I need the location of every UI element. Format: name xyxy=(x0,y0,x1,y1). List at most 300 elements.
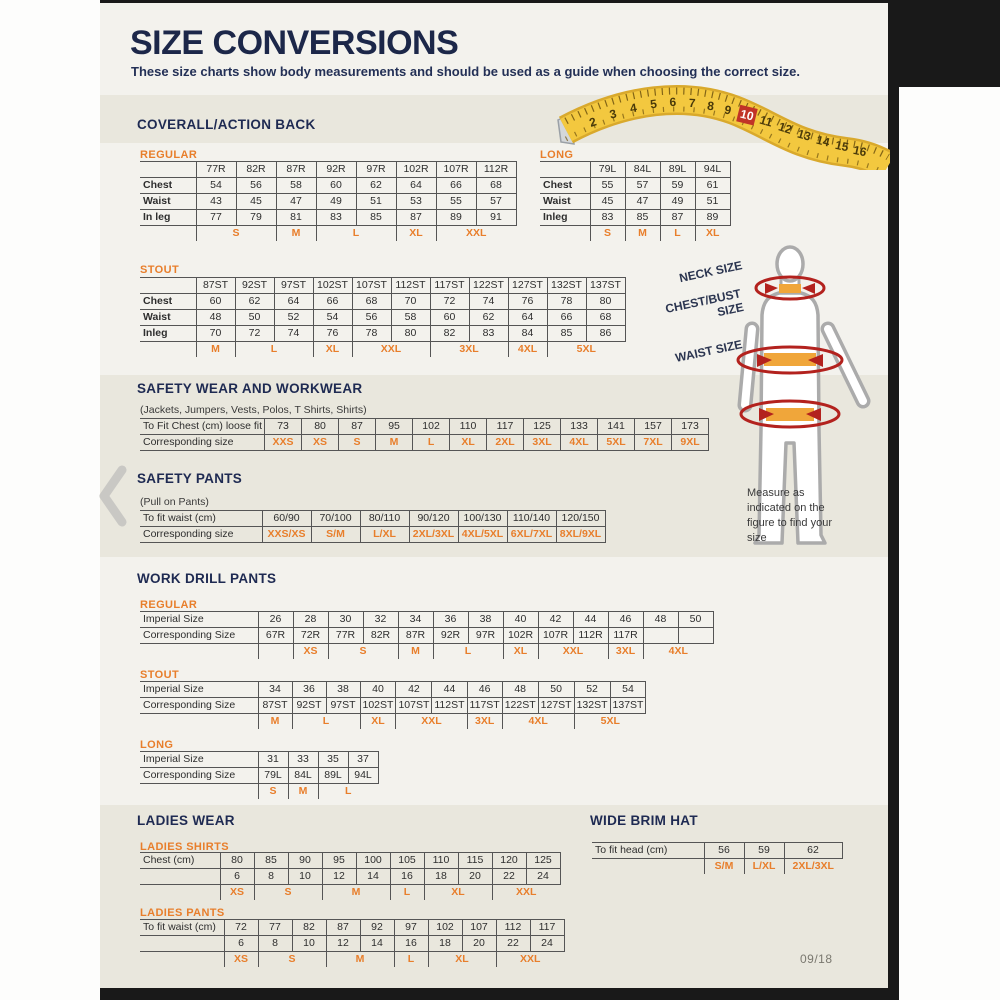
cell: 3XL xyxy=(524,435,561,451)
column-header: 77R xyxy=(196,162,236,178)
row-label xyxy=(140,226,196,242)
column-header: 117ST xyxy=(430,278,469,294)
row-label: Corresponding size xyxy=(140,435,265,451)
size-group: XL xyxy=(428,952,496,968)
column-header: 87R xyxy=(276,162,316,178)
tape-number: 14 xyxy=(814,132,832,150)
cell: 112R xyxy=(573,628,608,644)
cell: 49 xyxy=(660,194,695,210)
cell: 16 xyxy=(390,869,424,885)
cell: 51 xyxy=(695,194,730,210)
cell: 102R xyxy=(503,628,538,644)
cell: 2XL/3XL xyxy=(409,527,458,543)
cell: 117 xyxy=(530,920,564,936)
cell: 7XL xyxy=(635,435,672,451)
cell: 74 xyxy=(274,326,313,342)
cell: 87 xyxy=(326,920,360,936)
cell: 55 xyxy=(436,194,476,210)
cell: 68 xyxy=(352,294,391,310)
row-label: Waist xyxy=(140,310,196,326)
size-group: M xyxy=(196,342,235,358)
cell: 117ST xyxy=(467,698,502,714)
cell: 56 xyxy=(704,843,744,859)
cell: 105 xyxy=(390,853,424,869)
cell: 54 xyxy=(196,178,236,194)
cell: 133 xyxy=(561,419,598,435)
cell: 102 xyxy=(428,920,462,936)
safety-pants-heading: SAFETY PANTS xyxy=(137,471,243,486)
cell: 47 xyxy=(625,194,660,210)
page-title: SIZE CONVERSIONS xyxy=(130,24,459,62)
neck-band xyxy=(779,284,801,293)
tape-number: 13 xyxy=(795,126,813,144)
cell: 51 xyxy=(356,194,396,210)
size-group: L xyxy=(292,714,360,730)
cell: 66 xyxy=(313,294,352,310)
cell: 107ST xyxy=(396,698,432,714)
cell: 92 xyxy=(360,920,394,936)
cell: XS xyxy=(302,435,339,451)
cell: 10 xyxy=(288,869,322,885)
cell: 70/100 xyxy=(311,511,360,527)
cell: 26 xyxy=(258,612,293,628)
column-header: 102R xyxy=(396,162,436,178)
measure-caption: Measure as indicated on the figure to find your size xyxy=(747,487,832,544)
safety-wear-note: (Jackets, Jumpers, Vests, Polos, T Shirts, Shirts) xyxy=(140,404,367,416)
waist-size-label: WAIST SIZE xyxy=(674,337,744,365)
cell: 20 xyxy=(462,936,496,952)
cell: 89L xyxy=(318,768,348,784)
cell: 57 xyxy=(476,194,516,210)
cell: 97R xyxy=(468,628,503,644)
size-group: S xyxy=(328,644,398,660)
cell: 85 xyxy=(356,210,396,226)
cell: 48 xyxy=(196,310,235,326)
size-group: S/M xyxy=(704,859,744,875)
cell: 20 xyxy=(458,869,492,885)
row-label: Chest xyxy=(540,178,590,194)
cell: 77 xyxy=(258,920,292,936)
size-group: M xyxy=(276,226,316,242)
cell: 47 xyxy=(276,194,316,210)
page-edge-top xyxy=(100,0,888,3)
coverall-stout-label: STOUT xyxy=(140,264,180,276)
cell: S/M xyxy=(311,527,360,543)
cell: 72 xyxy=(430,294,469,310)
cell: 10 xyxy=(292,936,326,952)
cell: 79L xyxy=(258,768,288,784)
coverall-regular-label: REGULAR xyxy=(140,149,198,161)
size-group: XXL xyxy=(538,644,608,660)
cell: 60 xyxy=(196,294,235,310)
cell: 52 xyxy=(274,310,313,326)
row-label xyxy=(140,869,220,885)
row-label: Imperial Size xyxy=(140,612,258,628)
row-label xyxy=(540,162,590,178)
cell: 37 xyxy=(348,752,378,768)
size-group: XXL xyxy=(436,226,516,242)
cell: 9XL xyxy=(672,435,709,451)
size-group: L xyxy=(394,952,428,968)
size-group: L xyxy=(390,885,424,901)
size-group: XS xyxy=(220,885,254,901)
row-label: Inleg xyxy=(140,326,196,342)
size-group: XXL xyxy=(492,885,560,901)
cell: 55 xyxy=(590,178,625,194)
cell xyxy=(643,628,678,644)
cell: 94L xyxy=(348,768,378,784)
cell: 78 xyxy=(352,326,391,342)
cell: 72 xyxy=(224,920,258,936)
row-label xyxy=(140,936,224,952)
cell: 54 xyxy=(610,682,646,698)
row-label xyxy=(140,162,196,178)
size-group: XL xyxy=(424,885,492,901)
wide-brim-hat-table xyxy=(592,842,843,874)
neck-size-label: NECK SIZE xyxy=(677,258,744,286)
cell: 38 xyxy=(326,682,360,698)
ladies-shirts-table xyxy=(140,852,561,900)
ladies-pants-label: LADIES PANTS xyxy=(140,907,225,919)
tape-number: 16 xyxy=(851,142,868,160)
cell: 56 xyxy=(352,310,391,326)
size-group: XL xyxy=(503,644,538,660)
tape-number: 15 xyxy=(833,137,850,155)
row-label: Corresponding Size xyxy=(140,768,258,784)
cell: 80 xyxy=(586,294,625,310)
column-header: 102ST xyxy=(313,278,352,294)
size-group: XL xyxy=(396,226,436,242)
size-group: XL xyxy=(360,714,396,730)
size-group xyxy=(258,644,293,660)
cell: 22 xyxy=(496,936,530,952)
cell: 46 xyxy=(608,612,643,628)
row-label: Corresponding Size xyxy=(140,628,258,644)
row-label: Imperial Size xyxy=(140,682,258,698)
row-label: Waist xyxy=(140,194,196,210)
cell: 72 xyxy=(235,326,274,342)
tape-number: 6 xyxy=(669,94,677,110)
column-header: 132ST xyxy=(547,278,586,294)
cell: 85 xyxy=(254,853,288,869)
cell: 40 xyxy=(503,612,538,628)
cell: 48 xyxy=(502,682,538,698)
tape-number: 12 xyxy=(776,119,794,137)
cell: 83 xyxy=(469,326,508,342)
cell: 125 xyxy=(526,853,560,869)
cell: 117R xyxy=(608,628,643,644)
column-header: 87ST xyxy=(196,278,235,294)
cell: 14 xyxy=(360,936,394,952)
cell: 56 xyxy=(236,178,276,194)
size-group: 2XL/3XL xyxy=(784,859,842,875)
row-label: To fit waist (cm) xyxy=(140,920,224,936)
row-label: Corresponding Size xyxy=(140,698,258,714)
column-header: 122ST xyxy=(469,278,508,294)
size-group: L xyxy=(316,226,396,242)
cell: 42 xyxy=(538,612,573,628)
cell: S xyxy=(339,435,376,451)
work-drill-regular-table xyxy=(140,611,714,659)
size-group: 4XL xyxy=(508,342,547,358)
cell: 57 xyxy=(625,178,660,194)
size-group: S xyxy=(258,784,288,800)
cell: 85 xyxy=(625,210,660,226)
cell: 45 xyxy=(236,194,276,210)
page-subtitle: These size charts show body measurements and should be used as a guide when choosing the correct size. xyxy=(131,64,800,79)
cell: 80 xyxy=(391,326,430,342)
ladies-pants-table xyxy=(140,919,565,967)
tape-number: 3 xyxy=(608,106,618,122)
cell: 127ST xyxy=(538,698,574,714)
row-label xyxy=(140,784,258,800)
cell: 64 xyxy=(274,294,313,310)
coverall-long-table xyxy=(540,161,731,241)
cell: 62 xyxy=(469,310,508,326)
tape-number: 7 xyxy=(688,95,696,111)
cell: 82 xyxy=(430,326,469,342)
cell: 90 xyxy=(288,853,322,869)
cell: 32 xyxy=(363,612,398,628)
row-label: Chest xyxy=(140,294,196,310)
cell: 30 xyxy=(328,612,363,628)
cell: 68 xyxy=(476,178,516,194)
cell: 122ST xyxy=(502,698,538,714)
cell: 61 xyxy=(695,178,730,194)
cell: 87 xyxy=(660,210,695,226)
cell: 72R xyxy=(293,628,328,644)
cell: L/XL xyxy=(360,527,409,543)
size-group: M xyxy=(625,226,660,242)
cell: 12 xyxy=(322,869,356,885)
cell: 18 xyxy=(424,869,458,885)
column-header: 137ST xyxy=(586,278,625,294)
cell: 80 xyxy=(220,853,254,869)
cell: 53 xyxy=(396,194,436,210)
row-label: Inleg xyxy=(540,210,590,226)
column-header: 112ST xyxy=(391,278,430,294)
size-group: L xyxy=(318,784,378,800)
cell: 59 xyxy=(660,178,695,194)
cell: 18 xyxy=(428,936,462,952)
safety-wear-table xyxy=(140,418,709,451)
cell: 83 xyxy=(316,210,356,226)
cell: 31 xyxy=(258,752,288,768)
cell: 87 xyxy=(396,210,436,226)
cell: 58 xyxy=(391,310,430,326)
size-group: XXL xyxy=(496,952,564,968)
cell: 6XL/7XL xyxy=(507,527,556,543)
size-group: M xyxy=(322,885,390,901)
cell: 141 xyxy=(598,419,635,435)
safety-pants-table xyxy=(140,510,606,543)
size-group: XS xyxy=(224,952,258,968)
cell: 107R xyxy=(538,628,573,644)
cell: 84 xyxy=(508,326,547,342)
page-edge-bottom xyxy=(100,988,899,1000)
cell: 36 xyxy=(433,612,468,628)
size-group: XXL xyxy=(396,714,467,730)
cell: 173 xyxy=(672,419,709,435)
row-label xyxy=(140,714,258,730)
coverall-long-label: LONG xyxy=(540,149,574,161)
cell: 84L xyxy=(288,768,318,784)
row-label: To Fit Chest (cm) loose fit xyxy=(140,419,265,435)
row-label: Chest xyxy=(140,178,196,194)
work-drill-long-table xyxy=(140,751,379,799)
cell: 87ST xyxy=(258,698,292,714)
cell: 115 xyxy=(458,853,492,869)
size-group: L/XL xyxy=(744,859,784,875)
cell: 110/140 xyxy=(507,511,556,527)
waist-band xyxy=(766,408,814,421)
cell: 97 xyxy=(394,920,428,936)
size-group: 3XL xyxy=(430,342,508,358)
cell: 62 xyxy=(356,178,396,194)
cell: XXS xyxy=(265,435,302,451)
cell: 8 xyxy=(258,936,292,952)
cell: 24 xyxy=(526,869,560,885)
cell: 137ST xyxy=(610,698,646,714)
cell: 34 xyxy=(398,612,433,628)
cell: 60 xyxy=(316,178,356,194)
row-label xyxy=(140,644,258,660)
cell: 81 xyxy=(276,210,316,226)
cell: 157 xyxy=(635,419,672,435)
cell: 5XL xyxy=(598,435,635,451)
cell: XL xyxy=(450,435,487,451)
column-header: 79L xyxy=(590,162,625,178)
cell: 125 xyxy=(524,419,561,435)
cell: 87R xyxy=(398,628,433,644)
cell: 50 xyxy=(538,682,574,698)
row-label: In leg xyxy=(140,210,196,226)
cell: 44 xyxy=(573,612,608,628)
row-label xyxy=(140,952,224,968)
tape-number: 10 xyxy=(738,106,756,124)
cell: 36 xyxy=(292,682,326,698)
cell: 70 xyxy=(196,326,235,342)
tape-number: 11 xyxy=(758,112,775,130)
cell: 97ST xyxy=(326,698,360,714)
size-group: M xyxy=(398,644,433,660)
tape-number: 4 xyxy=(628,100,638,116)
cell: 76 xyxy=(508,294,547,310)
row-label xyxy=(540,226,590,242)
cell: 4XL xyxy=(561,435,598,451)
column-header: 92R xyxy=(316,162,356,178)
ladies-wear-heading: LADIES WEAR xyxy=(137,813,235,828)
cell: 45 xyxy=(590,194,625,210)
cell: 60 xyxy=(430,310,469,326)
page-corner-dark xyxy=(888,0,1000,87)
column-header: 97ST xyxy=(274,278,313,294)
cell: 102ST xyxy=(360,698,396,714)
cell: 83 xyxy=(590,210,625,226)
cell xyxy=(678,628,713,644)
wide-brim-hat-heading: WIDE BRIM HAT xyxy=(590,813,698,828)
column-header: 84L xyxy=(625,162,660,178)
cell: 79 xyxy=(236,210,276,226)
cell: 100/130 xyxy=(458,511,507,527)
work-drill-regular-label: REGULAR xyxy=(140,599,198,611)
row-label xyxy=(592,859,704,875)
size-group: 5XL xyxy=(574,714,646,730)
tape-number: 9 xyxy=(723,102,733,118)
cell: 46 xyxy=(467,682,502,698)
row-label: Imperial Size xyxy=(140,752,258,768)
row-label: Corresponding size xyxy=(140,527,262,543)
cell: 89 xyxy=(436,210,476,226)
safety-wear-heading: SAFETY WEAR AND WORKWEAR xyxy=(137,381,363,396)
coverall-heading: COVERALL/ACTION BACK xyxy=(137,117,316,132)
cell: 95 xyxy=(322,853,356,869)
size-group: 5XL xyxy=(547,342,625,358)
size-group: 3XL xyxy=(608,644,643,660)
cell: 8XL/9XL xyxy=(556,527,605,543)
work-drill-stout-table xyxy=(140,681,646,729)
size-group: M xyxy=(326,952,394,968)
size-group: S xyxy=(254,885,322,901)
cell: 85 xyxy=(547,326,586,342)
cell: 40 xyxy=(360,682,396,698)
coverall-regular-table xyxy=(140,161,517,241)
cell: 117 xyxy=(487,419,524,435)
cell: 73 xyxy=(265,419,302,435)
cell: 6 xyxy=(224,936,258,952)
row-label: To fit head (cm) xyxy=(592,843,704,859)
work-drill-heading: WORK DRILL PANTS xyxy=(137,571,277,586)
cell: 82R xyxy=(363,628,398,644)
tape-number: 2 xyxy=(587,114,599,130)
size-group: 4XL xyxy=(643,644,713,660)
cell: 77R xyxy=(328,628,363,644)
cell: 78 xyxy=(547,294,586,310)
column-header: 97R xyxy=(356,162,396,178)
cell: 62 xyxy=(784,843,842,859)
row-label: To fit waist (cm) xyxy=(140,511,262,527)
cell: 34 xyxy=(258,682,292,698)
cell: 66 xyxy=(436,178,476,194)
cell: 50 xyxy=(678,612,713,628)
cell: 64 xyxy=(396,178,436,194)
cell: 110 xyxy=(424,853,458,869)
size-group: 3XL xyxy=(467,714,502,730)
cell: 120/150 xyxy=(556,511,605,527)
cell: 33 xyxy=(288,752,318,768)
cell: 50 xyxy=(235,310,274,326)
chevron-left-icon[interactable] xyxy=(94,464,134,530)
cell: 2XL xyxy=(487,435,524,451)
column-header: 127ST xyxy=(508,278,547,294)
cell: 77 xyxy=(196,210,236,226)
cell: 62 xyxy=(235,294,274,310)
cell: 82 xyxy=(292,920,326,936)
row-label xyxy=(140,885,220,901)
cell: XXS/XS xyxy=(262,527,311,543)
cell: 14 xyxy=(356,869,390,885)
cell: 44 xyxy=(432,682,467,698)
cell: 60/90 xyxy=(262,511,311,527)
cell: 16 xyxy=(394,936,428,952)
cell: 86 xyxy=(586,326,625,342)
row-label: Waist xyxy=(540,194,590,210)
tape-number: 8 xyxy=(706,98,715,114)
column-header: 82R xyxy=(236,162,276,178)
cell: 24 xyxy=(530,936,564,952)
column-header: 107R xyxy=(436,162,476,178)
cell: 89 xyxy=(695,210,730,226)
